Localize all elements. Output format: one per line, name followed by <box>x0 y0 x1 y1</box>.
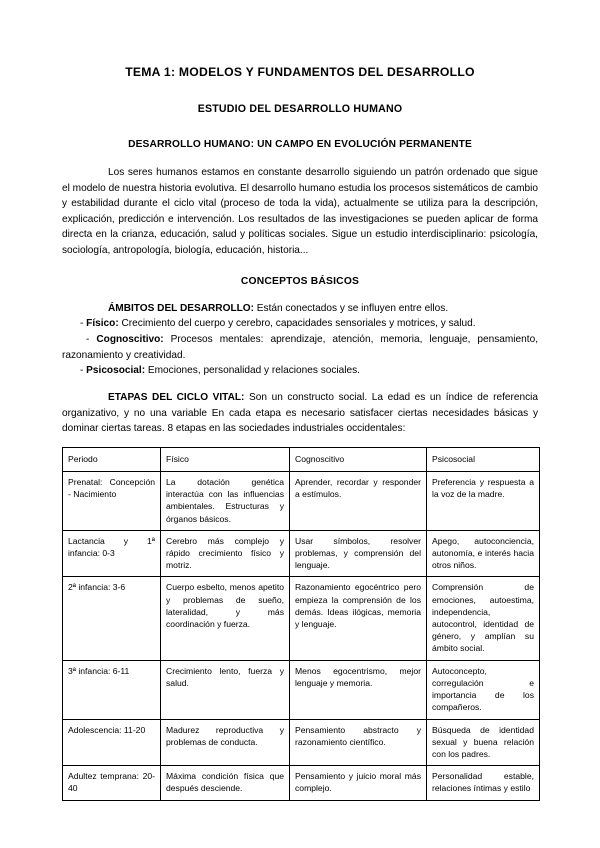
ambito-item-psicosocial <box>62 363 538 379</box>
cell-cognoscitivo: Aprender, recordar y responder a estímulos. <box>290 472 427 531</box>
ambito-item-cognoscitivo <box>62 332 538 363</box>
table-row <box>63 472 540 531</box>
cell-cognoscitivo: Pensamiento y juicio moral más complejo. <box>290 766 427 800</box>
cell-fisico: La dotación genética interactúa con las influencias ambientales. Estructuras y órganos básicos. <box>161 472 290 531</box>
cell-psicosocial: Búsqueda de identidad sexual y buena relación con los padres. <box>427 719 540 766</box>
cell-periodo: 3ª infancia: 6-11 <box>63 660 161 719</box>
ambito-text-cognoscitivo: Procesos mentales: aprendizaje, atención, memoria, lenguaje, pensamiento, razonamiento y creatividad. <box>62 334 538 361</box>
cell-cognoscitivo: Usar símbolos, resolver problemas, y comprensión del lenguaje. <box>290 530 427 577</box>
cell-psicosocial: Preferencia y respuesta a la voz de la madre. <box>427 472 540 531</box>
bullet-marker-fisico: - <box>80 318 87 330</box>
cell-periodo: Prenatal: Concepción - Nacimiento <box>63 472 161 531</box>
cell-psicosocial: Comprensión de emociones, autoestima, independencia, autocontrol, identidad de género, y amplían su ámbito social. <box>427 577 540 660</box>
cell-periodo: 2ª infancia: 3-6 <box>63 577 161 660</box>
etapas-label: ETAPAS DEL CICLO VITAL: <box>108 391 245 403</box>
intro-paragraph: Los seres humanos estamos en constante desarrollo siguiendo un patrón ordenado que sigue el modelo de nuestra historia evolutiva. El desarrollo humano estudia los procesos sistemáticos de cambio y estabilidad durante el ciclo vital (proceso de toda la vida), actualmente se utiliza para la descripción, explicación, predicción e intervención. Los resultados de las investigaciones se pueden aplicar de forma directa en la crianza, educación, salud y políticas sociales. Sigue un estudio interdisciplinario: psicología, sociología, antropología, biología, educación, historia... <box>62 166 538 257</box>
cell-fisico: Madurez reproductiva y problemas de conducta. <box>161 719 290 766</box>
table-row <box>63 530 540 577</box>
cell-psicosocial: Apego, autoconciencia, autonomía, e interés hacia otros niños. <box>427 530 540 577</box>
table-row <box>63 719 540 766</box>
cell-cognoscitivo: Razonamiento egocéntrico pero empieza la comprensión de los demás. Ideas ilógicas, memoria y lenguaje. <box>290 577 427 660</box>
ambito-item-fisico <box>62 316 538 332</box>
ambitos-text: Están conectados y se influyen entre ellos. <box>254 302 449 314</box>
table-row <box>63 577 540 660</box>
ambito-label-psicosocial: Psicosocial: <box>86 365 146 377</box>
cell-periodo: Adultez temprana: 20-40 <box>63 766 161 800</box>
column-header-periodo: Periodo <box>63 447 161 471</box>
ambito-label-cognoscitivo: Cognoscitivo: <box>96 334 164 345</box>
column-header-psicosocial: Psicosocial <box>427 447 540 471</box>
ambito-label-fisico: Físico: <box>86 318 119 330</box>
cell-fisico: Crecimiento lento, fuerza y salud. <box>161 660 290 719</box>
bullet-marker-psicosocial: - <box>80 365 87 377</box>
table-row <box>63 660 540 719</box>
cell-psicosocial: Personalidad estable, relaciones íntimas y estilo <box>427 766 540 800</box>
cell-psicosocial: Autoconcepto, corregulación e importancia de los compañeros. <box>427 660 540 719</box>
document-section-title: DESARROLLO HUMANO: UN CAMPO EN EVOLUCIÓN PERMANENTE <box>128 138 472 150</box>
cell-cognoscitivo: Menos egocentrismo, mejor lenguaje y memoria. <box>290 660 427 719</box>
table-row <box>63 766 540 800</box>
ambitos-desarrollo-paragraph <box>62 301 538 317</box>
cell-periodo: Adolescencia: 11-20 <box>63 719 161 766</box>
table-header-row <box>63 447 540 471</box>
ambitos-label: ÁMBITOS DEL DESARROLLO: <box>108 302 254 314</box>
column-header-cognoscitivo: Cognoscitivo <box>290 447 427 471</box>
etapas-text: Son un constructo social. La edad es un índice de referencia organizativo, y no una variable En cada etapa es necesario satisfacer ciertas necesidades básicas y dominar ciertas tareas. 8 etapas en las sociedades industriales occidentales: <box>62 391 539 435</box>
ambito-text-psicosocial: Emociones, personalidad y relaciones sociales. <box>145 365 360 377</box>
ambito-text-fisico: Crecimiento del cuerpo y cerebro, capacidades sensoriales y motrices, y salud. <box>118 318 476 330</box>
page-title: TEMA 1: MODELOS Y FUNDAMENTOS DEL DESARROLLO <box>125 65 475 79</box>
cell-cognoscitivo: Pensamiento abstracto y razonamiento científico. <box>290 719 427 766</box>
column-header-fisico: Físico <box>161 447 290 471</box>
cell-periodo: Lactancia y 1ª infancia: 0-3 <box>63 530 161 577</box>
conceptos-basicos-heading: CONCEPTOS BÁSICOS <box>240 275 360 287</box>
bullet-marker-cognoscitivo: - <box>86 334 97 345</box>
cell-fisico: Cuerpo esbelto, menos apetito y problemas de sueño, lateralidad, y más coordinación y fuerza. <box>161 577 290 660</box>
cell-fisico: Cerebro más complejo y rápido crecimiento físico y motriz. <box>161 530 290 577</box>
document-subtitle: ESTUDIO DEL DESARROLLO HUMANO <box>197 102 403 115</box>
cell-fisico: Máxima condición física que después desciende. <box>161 766 290 800</box>
etapas-ciclo-vital-paragraph <box>62 390 538 437</box>
life-stages-table <box>62 447 540 801</box>
